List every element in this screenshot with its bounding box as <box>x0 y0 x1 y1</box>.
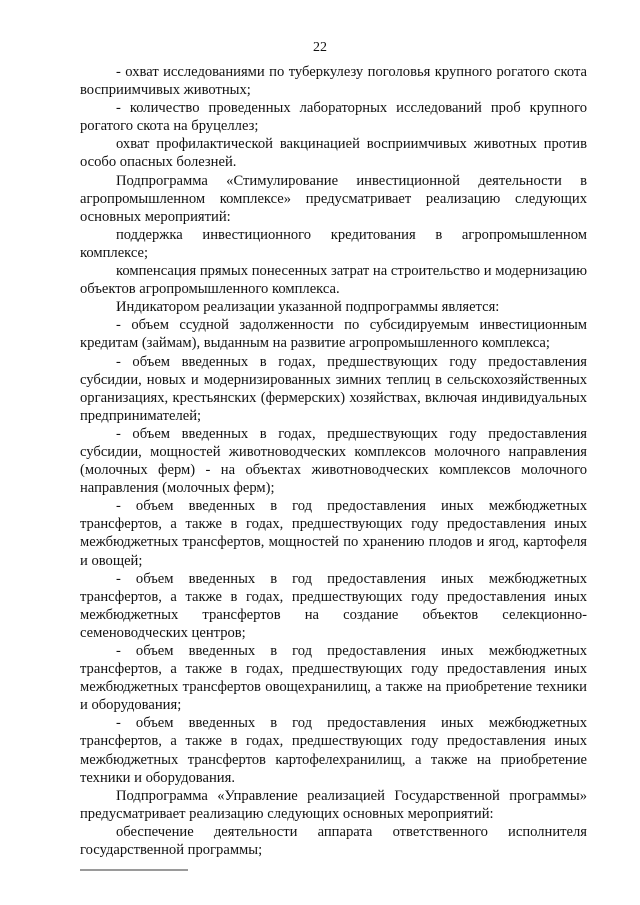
paragraph: - объем введенных в годах, предшествующих году предоставления субсидии, мощностей животноводческих комплексов молочного направления (молочных ферм) - на объектах животноводческих комплексов молочного направления (молочных ферм); <box>80 425 587 497</box>
paragraph: - объем введенных в год предоставления иных межбюджетных трансфертов, а также в годах, предшествующих году предоставления иных межбюджетных трансфертов картофелехранилищ, а также на приобретение техники и оборудования. <box>80 715 587 786</box>
document-body <box>80 63 587 859</box>
paragraph: компенсация прямых понесенных затрат на строительство и модернизацию объектов агропромышленного комплекса. <box>80 263 587 298</box>
paragraph: Подпрограмма «Управление реализацией Государственной программы» предусматривает реализацию следующих основных мероприятий: <box>80 787 587 822</box>
paragraph: Индикатором реализации указанной подпрограммы является: <box>116 299 500 316</box>
paragraph: охват профилактической вакцинацией восприимчивых животных против особо опасных болезней. <box>80 136 587 171</box>
footer-file-path-glyphs <box>80 868 190 873</box>
paragraph: обеспечение деятельности аппарата ответственного исполнителя государственной программы; <box>80 823 587 859</box>
paragraph: - охват исследованиями по туберкулезу поголовья крупного рогатого скота восприимчивых животных; <box>80 64 587 99</box>
paragraph: поддержка инвестиционного кредитования в агропромышленном комплексе; <box>80 226 587 261</box>
paragraph: - объем введенных в год предоставления иных межбюджетных трансфертов, а также в годах, предшествующих году предоставления иных межбюджетных трансфертов овощехранилищ, а также на приобретение техники и оборудования; <box>80 643 587 714</box>
paragraph: - количество проведенных лабораторных исследований проб крупного рогатого скота на бруцеллез; <box>80 100 587 135</box>
page-number: 22 <box>313 40 327 55</box>
paragraph: - объем ссудной задолженности по субсидируемым инвестиционным кредитам (займам), выданным на развитие агропромышленного комплекса; <box>80 317 587 352</box>
paragraph: - объем введенных в год предоставления иных межбюджетных трансфертов, а также в годах, предшествующих году предоставления иных межбюджетных трансфертов на создание объектов селекционно-семеноводческих центров; <box>80 570 587 641</box>
paragraph: - объем введенных в годах, предшествующих году предоставления субсидии, новых и модернизированных зимних теплиц в сельскохозяйственных организациях, крестьянских (фермерских) хозяйствах, включая индивидуальных предпринимателей; <box>80 353 587 424</box>
paragraph: - объем введенных в год предоставления иных межбюджетных трансфертов, а также в годах, предшествующих году предоставления иных межбюджетных трансфертов, мощностей по хранению плодов и ягод, картофеля и овощей; <box>80 498 587 569</box>
footer-file-path <box>80 863 190 881</box>
paragraph: Подпрограмма «Стимулирование инвестиционной деятельности в агропромышленном комплексе» предусматривает реализацию следующих основных мероприятий: <box>80 172 587 225</box>
